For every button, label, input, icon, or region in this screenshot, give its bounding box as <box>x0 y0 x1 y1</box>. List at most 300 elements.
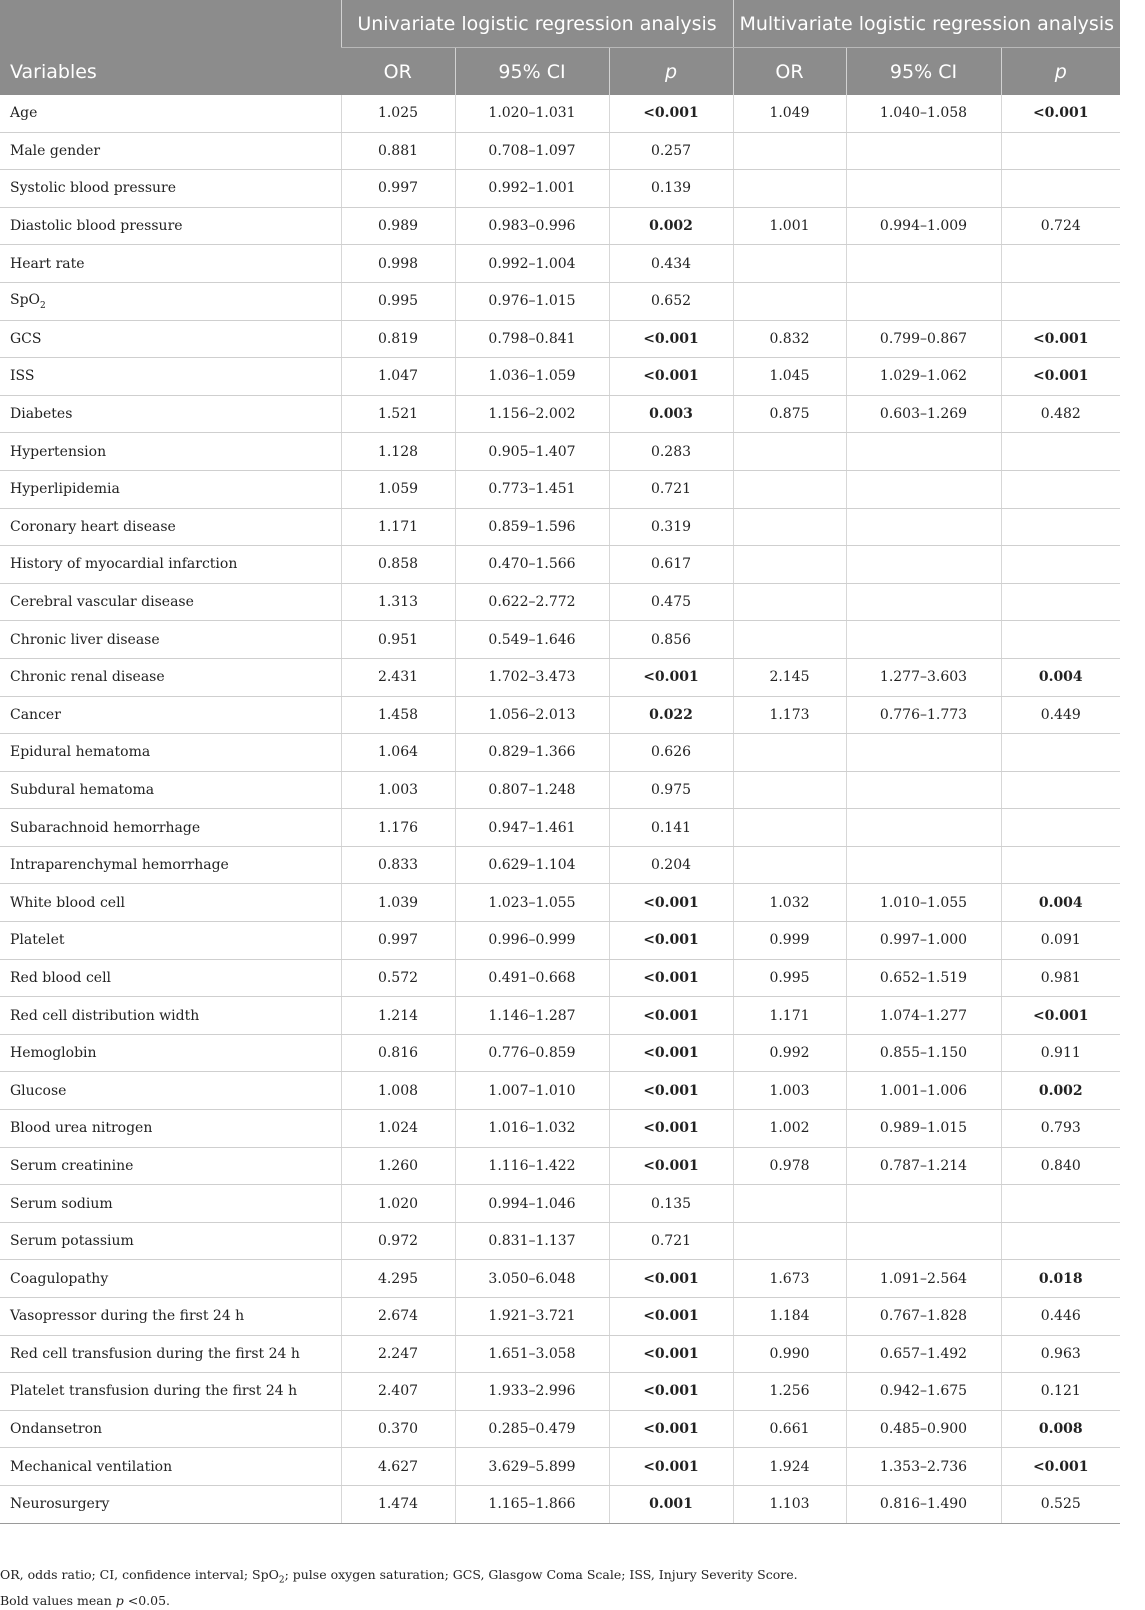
univariate-or-cell: 1.521 <box>341 395 455 433</box>
variable-label: Hypertension <box>0 433 341 471</box>
table-row <box>0 1185 1120 1223</box>
multivariate-or-cell: 1.673 <box>733 1260 846 1298</box>
multivariate-or-cell <box>733 245 846 283</box>
univariate-p-cell: 0.434 <box>609 245 733 283</box>
multivariate-ci-cell: 0.994–1.009 <box>846 207 1001 245</box>
variable-label: Mechanical ventilation <box>0 1448 341 1486</box>
univariate-p-cell: <0.001 <box>609 884 733 922</box>
table-row <box>0 1410 1120 1448</box>
variable-label: Cerebral vascular disease <box>0 583 341 621</box>
multivariate-p-cell: 0.981 <box>1001 959 1120 997</box>
table-row <box>0 395 1120 433</box>
variable-label: SpO$_2$ <box>0 282 341 320</box>
multivariate-p-header: p <box>1001 48 1120 96</box>
multivariate-p-cell: 0.482 <box>1001 395 1120 433</box>
table-row <box>0 170 1120 208</box>
variable-label: Heart rate <box>0 245 341 283</box>
multivariate-p-cell <box>1001 1222 1120 1260</box>
multivariate-p-cell: 0.525 <box>1001 1485 1120 1523</box>
univariate-or-cell: 1.064 <box>341 734 455 772</box>
univariate-p-cell: <0.001 <box>609 1034 733 1072</box>
table-row <box>0 1110 1120 1148</box>
univariate-p-cell: <0.001 <box>609 1410 733 1448</box>
univariate-p-cell: <0.001 <box>609 1072 733 1110</box>
multivariate-p-cell: 0.793 <box>1001 1110 1120 1148</box>
univariate-or-cell: 0.972 <box>341 1222 455 1260</box>
multivariate-ci-cell: 1.029–1.062 <box>846 358 1001 396</box>
multivariate-p-cell <box>1001 771 1120 809</box>
multivariate-or-cell <box>733 282 846 320</box>
multivariate-ci-cell: 0.485–0.900 <box>846 1410 1001 1448</box>
variable-label: Intraparenchymal hemorrhage <box>0 846 341 884</box>
table-row <box>0 959 1120 997</box>
univariate-ci-cell: 0.470–1.566 <box>455 546 609 584</box>
univariate-p-cell: <0.001 <box>609 320 733 358</box>
multivariate-p-cell: 0.121 <box>1001 1373 1120 1411</box>
multivariate-p-cell <box>1001 583 1120 621</box>
table-row <box>0 1072 1120 1110</box>
univariate-or-cell: 1.059 <box>341 470 455 508</box>
univariate-or-cell: 0.833 <box>341 846 455 884</box>
multivariate-p-cell <box>1001 508 1120 546</box>
variables-header: Variables <box>0 0 341 95</box>
univariate-ci-cell: 0.905–1.407 <box>455 433 609 471</box>
multivariate-ci-cell <box>846 583 1001 621</box>
univariate-or-cell: 0.370 <box>341 1410 455 1448</box>
variable-label: Serum sodium <box>0 1185 341 1223</box>
variable-label: Male gender <box>0 132 341 170</box>
multivariate-p-cell <box>1001 282 1120 320</box>
multivariate-or-cell: 1.001 <box>733 207 846 245</box>
univariate-ci-cell: 1.023–1.055 <box>455 884 609 922</box>
variable-label: Subdural hematoma <box>0 771 341 809</box>
univariate-ci-cell: 0.983–0.996 <box>455 207 609 245</box>
variable-label: White blood cell <box>0 884 341 922</box>
multivariate-ci-cell <box>846 132 1001 170</box>
variable-label: Glucose <box>0 1072 341 1110</box>
univariate-ci-cell: 0.708–1.097 <box>455 132 609 170</box>
multivariate-p-cell: 0.091 <box>1001 922 1120 960</box>
univariate-ci-cell: 0.996–0.999 <box>455 922 609 960</box>
variable-label: GCS <box>0 320 341 358</box>
univariate-ci-cell: 1.056–2.013 <box>455 696 609 734</box>
univariate-or-cell: 4.627 <box>341 1448 455 1486</box>
univariate-or-header: OR <box>341 48 455 96</box>
univariate-ci-cell: 0.773–1.451 <box>455 470 609 508</box>
univariate-or-cell: 1.003 <box>341 771 455 809</box>
multivariate-or-cell: 1.173 <box>733 696 846 734</box>
univariate-p-cell: 0.001 <box>609 1485 733 1523</box>
multivariate-ci-cell <box>846 1185 1001 1223</box>
multivariate-p-cell <box>1001 621 1120 659</box>
variable-label: Chronic renal disease <box>0 658 341 696</box>
table-row <box>0 282 1120 320</box>
univariate-p-cell: <0.001 <box>609 1373 733 1411</box>
univariate-p-cell: 0.022 <box>609 696 733 734</box>
multivariate-ci-cell: 1.353–2.736 <box>846 1448 1001 1486</box>
multivariate-p-cell: 0.724 <box>1001 207 1120 245</box>
multivariate-p-cell <box>1001 546 1120 584</box>
multivariate-ci-cell: 1.040–1.058 <box>846 95 1001 132</box>
table-row <box>0 1485 1120 1523</box>
multivariate-p-cell: <0.001 <box>1001 95 1120 132</box>
univariate-ci-cell: 0.992–1.001 <box>455 170 609 208</box>
univariate-p-cell: 0.257 <box>609 132 733 170</box>
variable-label: Coronary heart disease <box>0 508 341 546</box>
variable-label: Vasopressor during the first 24 h <box>0 1298 341 1336</box>
univariate-or-cell: 2.407 <box>341 1373 455 1411</box>
table-row <box>0 997 1120 1035</box>
variable-label: Epidural hematoma <box>0 734 341 772</box>
variable-label: Red cell distribution width <box>0 997 341 1035</box>
univariate-p-cell: 0.721 <box>609 1222 733 1260</box>
univariate-or-cell: 0.858 <box>341 546 455 584</box>
table-row <box>0 658 1120 696</box>
multivariate-p-cell <box>1001 132 1120 170</box>
univariate-p-cell: <0.001 <box>609 922 733 960</box>
univariate-ci-cell: 1.156–2.002 <box>455 395 609 433</box>
multivariate-or-cell <box>733 621 846 659</box>
multivariate-p-cell: <0.001 <box>1001 997 1120 1035</box>
table-row <box>0 245 1120 283</box>
variable-label: Coagulopathy <box>0 1260 341 1298</box>
univariate-ci-cell: 0.549–1.646 <box>455 621 609 659</box>
abbreviations-note: OR, odds ratio; CI, confidence interval; SpO$_2$; pulse oxygen saturation; GCS, Glasgow Coma Scale; ISS, Injury Severity Score. <box>0 1567 798 1586</box>
table-row <box>0 1298 1120 1336</box>
multivariate-or-cell: 1.045 <box>733 358 846 396</box>
multivariate-or-cell <box>733 809 846 847</box>
multivariate-ci-cell <box>846 809 1001 847</box>
univariate-or-cell: 1.128 <box>341 433 455 471</box>
univariate-ci-cell: 1.165–1.866 <box>455 1485 609 1523</box>
multivariate-ci-cell: 0.776–1.773 <box>846 696 1001 734</box>
multivariate-ci-cell <box>846 170 1001 208</box>
multivariate-or-cell <box>733 734 846 772</box>
multivariate-p-cell <box>1001 245 1120 283</box>
multivariate-ci-cell: 1.010–1.055 <box>846 884 1001 922</box>
multivariate-ci-cell: 0.657–1.492 <box>846 1335 1001 1373</box>
univariate-or-cell: 1.047 <box>341 358 455 396</box>
univariate-or-cell: 0.995 <box>341 282 455 320</box>
univariate-ci-cell: 0.629–1.104 <box>455 846 609 884</box>
multivariate-p-cell <box>1001 846 1120 884</box>
multivariate-or-cell: 1.924 <box>733 1448 846 1486</box>
multivariate-or-cell: 0.875 <box>733 395 846 433</box>
multivariate-p-cell: <0.001 <box>1001 358 1120 396</box>
univariate-ci-cell: 1.702–3.473 <box>455 658 609 696</box>
univariate-p-cell: <0.001 <box>609 1335 733 1373</box>
multivariate-or-cell <box>733 508 846 546</box>
table-row <box>0 809 1120 847</box>
univariate-ci-cell: 1.146–1.287 <box>455 997 609 1035</box>
univariate-or-cell: 1.008 <box>341 1072 455 1110</box>
univariate-p-cell: 0.975 <box>609 771 733 809</box>
univariate-p-cell: 0.475 <box>609 583 733 621</box>
univariate-ci-cell: 0.776–0.859 <box>455 1034 609 1072</box>
variable-label: ISS <box>0 358 341 396</box>
univariate-ci-header: 95% CI <box>455 48 609 96</box>
multivariate-or-cell: 2.145 <box>733 658 846 696</box>
variable-label: Red blood cell <box>0 959 341 997</box>
univariate-p-cell: 0.204 <box>609 846 733 884</box>
multivariate-p-cell: <0.001 <box>1001 1448 1120 1486</box>
multivariate-ci-cell: 1.074–1.277 <box>846 997 1001 1035</box>
univariate-p-cell: 0.139 <box>609 170 733 208</box>
variable-label: Ondansetron <box>0 1410 341 1448</box>
multivariate-or-cell: 0.995 <box>733 959 846 997</box>
univariate-or-cell: 1.176 <box>341 809 455 847</box>
variable-label: Platelet transfusion during the first 24 h <box>0 1373 341 1411</box>
univariate-ci-cell: 1.651–3.058 <box>455 1335 609 1373</box>
univariate-p-cell: 0.141 <box>609 809 733 847</box>
univariate-or-cell: 0.951 <box>341 621 455 659</box>
variable-label: Chronic liver disease <box>0 621 341 659</box>
multivariate-or-cell: 0.832 <box>733 320 846 358</box>
univariate-p-cell: <0.001 <box>609 1448 733 1486</box>
variable-label: Red cell transfusion during the first 24 h <box>0 1335 341 1373</box>
table-footnotes <box>0 1565 1140 1610</box>
table-row <box>0 358 1120 396</box>
variable-label: Hyperlipidemia <box>0 470 341 508</box>
variable-label: Age <box>0 95 341 132</box>
multivariate-ci-cell: 0.816–1.490 <box>846 1485 1001 1523</box>
univariate-header: Univariate logistic regression analysis <box>341 0 733 48</box>
multivariate-or-cell: 1.256 <box>733 1373 846 1411</box>
multivariate-ci-cell: 1.001–1.006 <box>846 1072 1001 1110</box>
multivariate-or-cell: 1.002 <box>733 1110 846 1148</box>
multivariate-or-cell: 0.990 <box>733 1335 846 1373</box>
table-row <box>0 546 1120 584</box>
multivariate-p-cell: 0.840 <box>1001 1147 1120 1185</box>
multivariate-or-cell <box>733 1185 846 1223</box>
univariate-p-header: p <box>609 48 733 96</box>
univariate-p-cell: 0.283 <box>609 433 733 471</box>
univariate-or-cell: 1.458 <box>341 696 455 734</box>
variable-label: Systolic blood pressure <box>0 170 341 208</box>
univariate-or-cell: 4.295 <box>341 1260 455 1298</box>
univariate-ci-cell: 0.859–1.596 <box>455 508 609 546</box>
multivariate-or-cell <box>733 583 846 621</box>
univariate-or-cell: 0.572 <box>341 959 455 997</box>
univariate-p-cell: <0.001 <box>609 997 733 1035</box>
variable-label: Serum potassium <box>0 1222 341 1260</box>
table-row <box>0 433 1120 471</box>
multivariate-ci-cell <box>846 1222 1001 1260</box>
variable-label: History of myocardial infarction <box>0 546 341 584</box>
multivariate-ci-cell <box>846 621 1001 659</box>
multivariate-header: Multivariate logistic regression analysis <box>733 0 1120 48</box>
multivariate-p-cell <box>1001 470 1120 508</box>
multivariate-ci-cell <box>846 245 1001 283</box>
multivariate-p-cell: 0.446 <box>1001 1298 1120 1336</box>
univariate-ci-cell: 3.050–6.048 <box>455 1260 609 1298</box>
univariate-ci-cell: 1.116–1.422 <box>455 1147 609 1185</box>
multivariate-ci-cell: 0.799–0.867 <box>846 320 1001 358</box>
multivariate-ci-cell <box>846 734 1001 772</box>
univariate-p-cell: 0.135 <box>609 1185 733 1223</box>
univariate-p-cell: <0.001 <box>609 358 733 396</box>
univariate-or-cell: 1.020 <box>341 1185 455 1223</box>
univariate-or-cell: 0.989 <box>341 207 455 245</box>
univariate-p-cell: <0.001 <box>609 95 733 132</box>
univariate-ci-cell: 0.994–1.046 <box>455 1185 609 1223</box>
table-row <box>0 320 1120 358</box>
univariate-or-cell: 2.674 <box>341 1298 455 1336</box>
univariate-or-cell: 0.881 <box>341 132 455 170</box>
univariate-or-cell: 1.214 <box>341 997 455 1035</box>
multivariate-p-cell <box>1001 1185 1120 1223</box>
variable-label: Subarachnoid hemorrhage <box>0 809 341 847</box>
multivariate-or-cell <box>733 771 846 809</box>
multivariate-ci-cell: 0.855–1.150 <box>846 1034 1001 1072</box>
multivariate-p-cell: <0.001 <box>1001 320 1120 358</box>
multivariate-or-cell: 1.171 <box>733 997 846 1035</box>
multivariate-or-cell <box>733 846 846 884</box>
table-row <box>0 1260 1120 1298</box>
table-row <box>0 1335 1120 1373</box>
univariate-ci-cell: 1.921–3.721 <box>455 1298 609 1336</box>
variable-label: Cancer <box>0 696 341 734</box>
multivariate-p-cell: 0.018 <box>1001 1260 1120 1298</box>
table-row <box>0 696 1120 734</box>
univariate-p-cell: <0.001 <box>609 1298 733 1336</box>
univariate-p-cell: <0.001 <box>609 1147 733 1185</box>
multivariate-p-cell: 0.002 <box>1001 1072 1120 1110</box>
table-row <box>0 884 1120 922</box>
univariate-or-cell: 1.313 <box>341 583 455 621</box>
multivariate-ci-cell <box>846 433 1001 471</box>
bold-values-note: Bold values mean p <0.05. <box>0 1592 171 1608</box>
table-row <box>0 1373 1120 1411</box>
multivariate-or-cell: 0.999 <box>733 922 846 960</box>
univariate-or-cell: 0.998 <box>341 245 455 283</box>
variable-label: Hemoglobin <box>0 1034 341 1072</box>
univariate-p-cell: 0.003 <box>609 395 733 433</box>
univariate-p-cell: 0.002 <box>609 207 733 245</box>
multivariate-ci-cell: 1.277–3.603 <box>846 658 1001 696</box>
multivariate-ci-cell: 1.091–2.564 <box>846 1260 1001 1298</box>
multivariate-or-cell <box>733 1222 846 1260</box>
univariate-or-cell: 2.247 <box>341 1335 455 1373</box>
multivariate-ci-cell <box>846 546 1001 584</box>
multivariate-p-cell <box>1001 170 1120 208</box>
table-row <box>0 1222 1120 1260</box>
variable-label: Diastolic blood pressure <box>0 207 341 245</box>
variable-label: Diabetes <box>0 395 341 433</box>
multivariate-or-cell: 1.103 <box>733 1485 846 1523</box>
multivariate-or-cell: 1.032 <box>733 884 846 922</box>
univariate-or-cell: 1.024 <box>341 1110 455 1148</box>
table-row <box>0 1448 1120 1486</box>
univariate-p-cell: 0.721 <box>609 470 733 508</box>
univariate-ci-cell: 0.798–0.841 <box>455 320 609 358</box>
univariate-ci-cell: 0.807–1.248 <box>455 771 609 809</box>
univariate-or-cell: 1.474 <box>341 1485 455 1523</box>
table-row <box>0 1147 1120 1185</box>
table-row <box>0 132 1120 170</box>
multivariate-p-cell: 0.963 <box>1001 1335 1120 1373</box>
table-row <box>0 922 1120 960</box>
univariate-or-cell: 0.997 <box>341 922 455 960</box>
multivariate-or-cell: 1.184 <box>733 1298 846 1336</box>
univariate-ci-cell: 0.491–0.668 <box>455 959 609 997</box>
multivariate-p-cell <box>1001 734 1120 772</box>
univariate-p-cell: 0.652 <box>609 282 733 320</box>
univariate-or-cell: 1.171 <box>341 508 455 546</box>
variable-label: Platelet <box>0 922 341 960</box>
table-row <box>0 508 1120 546</box>
multivariate-or-cell: 0.978 <box>733 1147 846 1185</box>
multivariate-ci-header: 95% CI <box>846 48 1001 96</box>
univariate-ci-cell: 0.285–0.479 <box>455 1410 609 1448</box>
multivariate-ci-cell: 0.942–1.675 <box>846 1373 1001 1411</box>
univariate-ci-cell: 1.036–1.059 <box>455 358 609 396</box>
multivariate-ci-cell: 0.997–1.000 <box>846 922 1001 960</box>
univariate-ci-cell: 0.622–2.772 <box>455 583 609 621</box>
univariate-p-cell: <0.001 <box>609 658 733 696</box>
multivariate-or-cell <box>733 546 846 584</box>
multivariate-or-cell: 1.049 <box>733 95 846 132</box>
multivariate-or-cell <box>733 170 846 208</box>
multivariate-p-cell: 0.008 <box>1001 1410 1120 1448</box>
multivariate-ci-cell <box>846 771 1001 809</box>
univariate-ci-cell: 0.831–1.137 <box>455 1222 609 1260</box>
multivariate-or-header: OR <box>733 48 846 96</box>
multivariate-or-cell: 1.003 <box>733 1072 846 1110</box>
univariate-or-cell: 2.431 <box>341 658 455 696</box>
table-row <box>0 846 1120 884</box>
multivariate-p-cell: 0.004 <box>1001 884 1120 922</box>
variable-label: Blood urea nitrogen <box>0 1110 341 1148</box>
multivariate-ci-cell <box>846 508 1001 546</box>
univariate-ci-cell: 3.629–5.899 <box>455 1448 609 1486</box>
multivariate-or-cell <box>733 132 846 170</box>
univariate-ci-cell: 1.007–1.010 <box>455 1072 609 1110</box>
table-row <box>0 771 1120 809</box>
univariate-ci-cell: 1.016–1.032 <box>455 1110 609 1148</box>
univariate-ci-cell: 0.947–1.461 <box>455 809 609 847</box>
multivariate-or-cell: 0.661 <box>733 1410 846 1448</box>
univariate-p-cell: <0.001 <box>609 1110 733 1148</box>
univariate-p-cell: 0.617 <box>609 546 733 584</box>
table-row <box>0 583 1120 621</box>
multivariate-or-cell <box>733 433 846 471</box>
univariate-ci-cell: 0.976–1.015 <box>455 282 609 320</box>
univariate-or-cell: 1.260 <box>341 1147 455 1185</box>
univariate-or-cell: 0.816 <box>341 1034 455 1072</box>
table-header <box>0 0 1120 95</box>
univariate-or-cell: 0.819 <box>341 320 455 358</box>
multivariate-ci-cell: 0.767–1.828 <box>846 1298 1001 1336</box>
multivariate-ci-cell: 0.603–1.269 <box>846 395 1001 433</box>
univariate-or-cell: 0.997 <box>341 170 455 208</box>
table-row <box>0 207 1120 245</box>
variable-label: Serum creatinine <box>0 1147 341 1185</box>
univariate-ci-cell: 1.020–1.031 <box>455 95 609 132</box>
univariate-p-cell: 0.319 <box>609 508 733 546</box>
univariate-ci-cell: 0.992–1.004 <box>455 245 609 283</box>
univariate-p-cell: 0.626 <box>609 734 733 772</box>
multivariate-ci-cell: 0.989–1.015 <box>846 1110 1001 1148</box>
univariate-p-cell: <0.001 <box>609 959 733 997</box>
univariate-or-cell: 1.025 <box>341 95 455 132</box>
multivariate-p-cell <box>1001 809 1120 847</box>
multivariate-p-cell <box>1001 433 1120 471</box>
multivariate-ci-cell <box>846 282 1001 320</box>
multivariate-p-cell: 0.449 <box>1001 696 1120 734</box>
table-row <box>0 734 1120 772</box>
univariate-or-cell: 1.039 <box>341 884 455 922</box>
